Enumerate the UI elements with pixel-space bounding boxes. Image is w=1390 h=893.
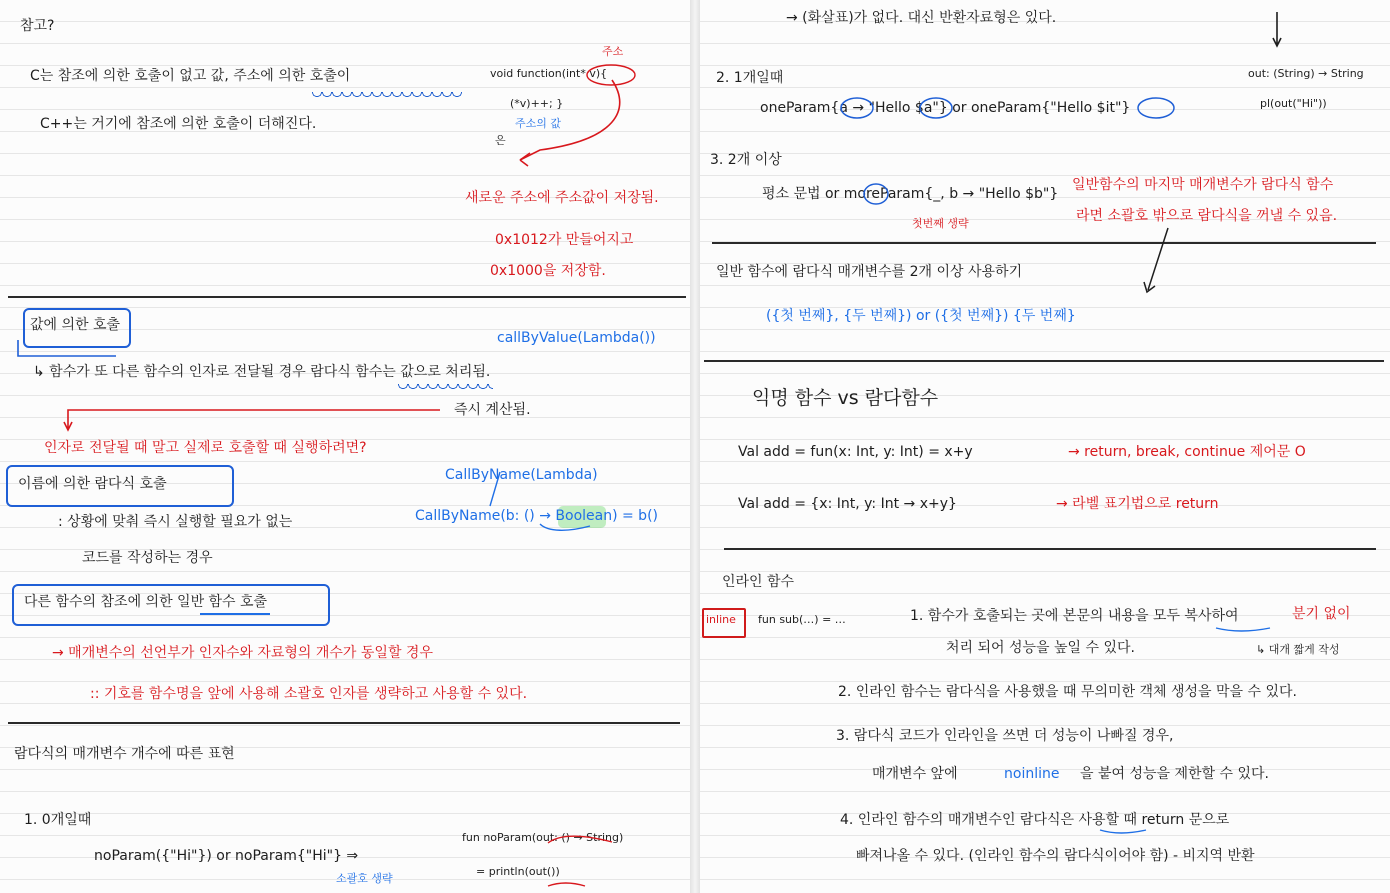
right-note-page (700, 0, 1390, 893)
r-p4: 4. 인라인 함수의 매개변수인 람다식은 사용할 때 return 문으로 (840, 812, 1230, 828)
r-p4b: 빠져나올 수 있다. (인라인 함수의 람다식이어야 함) - 비지역 반환 (856, 848, 1255, 864)
r-code-a-red: → return, break, continue 제어문 O (1068, 444, 1306, 460)
circle-sa (920, 98, 952, 118)
s3-code1: noParam({"Hi"}) or noParam{"Hi"} ⇒ (94, 848, 359, 864)
r-code-b-red: → 라벨 표기법으로 return (1056, 496, 1219, 512)
r-blue-line: ({첫 번째}, {두 번째}) or ({첫 번째}) {두 번째} (766, 308, 1076, 324)
s1-code3: 은 (495, 134, 506, 147)
right-annotations (700, 0, 1390, 893)
r-p3b-blue: noinline (1004, 766, 1060, 782)
s1-red1: 새로운 주소에 주소값이 저장됨. (465, 190, 659, 206)
circle-sit (1138, 98, 1174, 118)
s2-blue-code2: CallByName(Lambda) (445, 467, 598, 483)
s2-boxed3: 다른 함수의 참조에 의한 일반 함수 호출 (24, 594, 268, 610)
r-out-code2: pl(out("Hi")) (1260, 97, 1327, 110)
s3-note: 소괄호 생략 (336, 872, 393, 885)
s1-title: 참고? (20, 18, 55, 34)
r-out-code1: out: (String) → String (1248, 67, 1364, 80)
left-annotations (0, 0, 690, 893)
pointer-arrow (1144, 228, 1168, 292)
s1-code-note2: 주소의 값 (515, 117, 562, 130)
s2-line2: 즉시 계산됨. (454, 402, 531, 418)
r-p3b-a: 매개변수 앞에 (872, 766, 958, 782)
s1-line1: C는 참조에 의한 호출이 없고 값, 주소에 의한 호출이 (30, 68, 351, 84)
circle-a (841, 98, 873, 118)
s2-boxed2: 이름에 의한 람다식 호출 (18, 476, 167, 492)
r-item2-code: oneParam{a → "Hello $a"} or oneParam{"Hello $it"} (760, 100, 1131, 116)
s3-code3: = println(out()) (476, 865, 560, 878)
r-p2: 2. 인라인 함수는 람다식을 사용했을 때 무의미한 객체 생성을 막을 수 있다. (838, 684, 1297, 700)
r-top-note: → (화살표)가 없다. 대신 반환자료형은 있다. (786, 10, 1057, 26)
s3-code2: fun noParam(out: () → String) (462, 831, 624, 844)
s2-red5: :: 기호를 함수명을 앞에 사용해 소괄호 인자를 생략하고 사용할 수 있다. (90, 686, 528, 702)
s2-line1: ↳ 함수가 또 다른 함수의 인자로 전달될 경우 람다식 함수는 값으로 처리됨. (33, 364, 491, 380)
return-arrow (64, 410, 440, 430)
s1-code2: (*v)++; } (510, 97, 564, 110)
s2-line3: : 상황에 맞춰 즉시 실행할 필요가 없는 (58, 514, 293, 530)
r-title2: 익명 함수 vs 람다함수 (752, 387, 939, 409)
s1-code1: void function(int* v){ (490, 67, 608, 80)
pointer-arrow-red (520, 80, 620, 160)
r-inline-code: fun sub(…) = … (758, 613, 846, 626)
circle-int-v (587, 65, 635, 85)
r-code-a: Val add = fun(x: Int, y: Int) = x+y (738, 444, 973, 460)
r-title3: 인라인 함수 (722, 574, 795, 590)
r-p1-note: ↳ 대개 짧게 작성 (1256, 643, 1340, 656)
r-item3-note: 첫번째 생략 (912, 217, 969, 230)
r-p1-red: 분기 없이 (1292, 606, 1351, 622)
r-item2: 2. 1개일때 (716, 70, 784, 86)
s3-item1: 1. 0개일때 (24, 812, 92, 828)
notebook-gutter (690, 0, 700, 893)
r-p1b: 처리 되어 성능을 높일 수 있다. (946, 640, 1135, 656)
s1-line2: C++는 거기에 참조에 의한 호출이 더해진다. (40, 116, 317, 132)
s3-title: 람다식의 매개변수 개수에 따른 표현 (14, 746, 235, 762)
circle-underscore (864, 184, 888, 204)
s2-red-question: 인자로 전달될 때 말고 실제로 호출할 때 실행하려면? (44, 440, 367, 456)
s1-red2: 0x1012가 만들어지고 (495, 232, 634, 248)
left-note-page (0, 0, 690, 893)
r-red-note2: 라면 소괄호 밖으로 람다식을 꺼낼 수 있음. (1076, 208, 1338, 224)
s1-red3: 0x1000을 저장함. (490, 263, 606, 279)
s2-red4: → 매개변수의 선언부가 인자수와 자료형의 개수가 동일할 경우 (52, 645, 433, 661)
s2-line4: 코드를 작성하는 경우 (82, 550, 213, 566)
r-item3: 3. 2개 이상 (710, 152, 782, 168)
r-item3-code: 평소 문법 or moreParam{_, b → "Hello $b"} (762, 186, 1059, 202)
r-red-note1: 일반함수의 마지막 매개변수가 람다식 함수 (1072, 177, 1334, 193)
down-arrow (1273, 12, 1281, 46)
s2-title: 값에 의한 호출 (30, 317, 121, 333)
r-inline-keyword: inline (706, 613, 736, 626)
s1-code-note: 주소 (602, 45, 624, 58)
r-p3: 3. 람다식 코드가 인라인을 쓰면 더 성능이 나빠질 경우, (836, 728, 1174, 744)
s2-blue-code: callByValue(Lambda()) (497, 330, 656, 346)
r-general: 일반 함수에 람다식 매개변수를 2개 이상 사용하기 (716, 264, 1023, 280)
r-p1: 1. 함수가 호출되는 곳에 본문의 내용을 모두 복사하여 (910, 608, 1239, 624)
r-p3b-b: 을 붙여 성능을 제한할 수 있다. (1080, 766, 1269, 782)
s2-blue-code3: CallByName(b: () → Boolean) = b() (415, 508, 658, 524)
r-code-b: Val add = {x: Int, y: Int → x+y} (738, 496, 957, 512)
